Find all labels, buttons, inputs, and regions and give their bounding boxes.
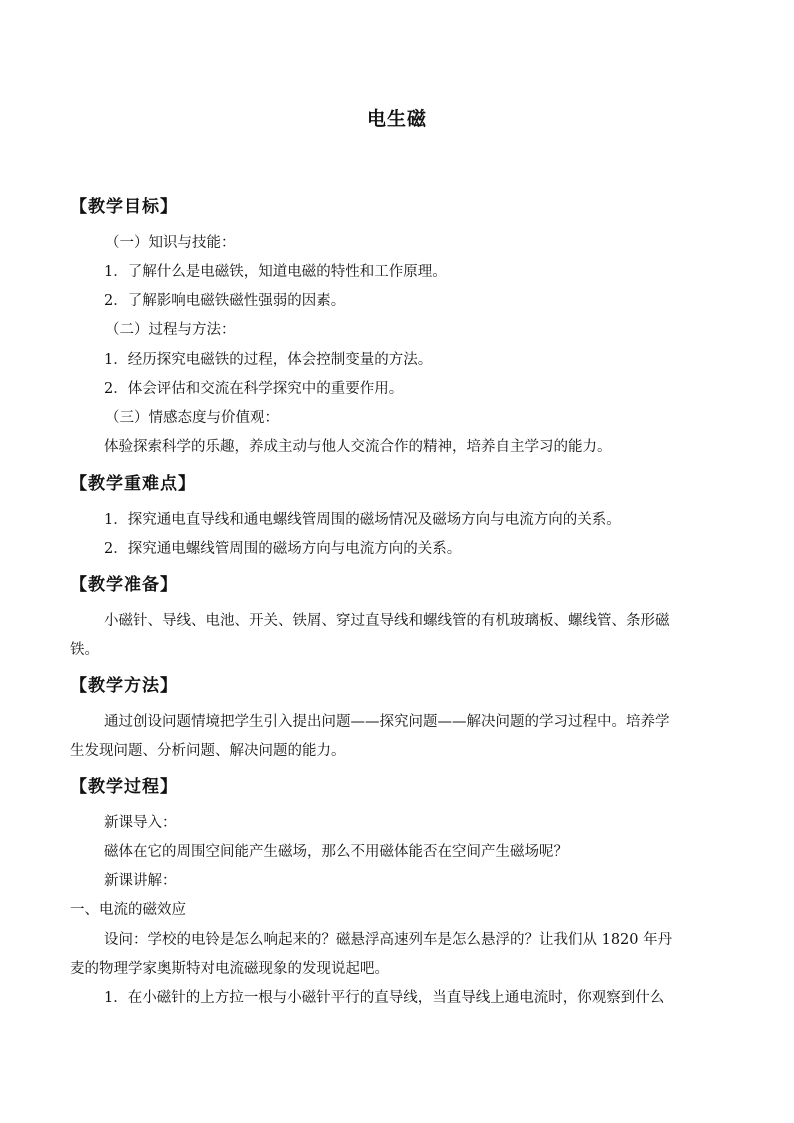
section-heading-key-points: 【教学重难点】	[70, 474, 196, 494]
process-line: 1．在小磁针的上方拉一根与小磁针平行的直导线，当直导线上通电流时，你观察到什么	[104, 990, 665, 1006]
section-heading-preparation: 【教学准备】	[70, 575, 178, 595]
document-title: 电生磁	[366, 108, 427, 130]
process-line: 新课导入：	[104, 815, 177, 831]
objectives-line: 2．体会评估和交流在科学探究中的重要作用。	[104, 381, 404, 397]
key-points-line: 2．探究通电螺线管周围的磁场方向与电流方向的关系。	[104, 541, 462, 557]
objectives-line: （二）过程与方法：	[105, 322, 236, 338]
objectives-line: 2．了解影响电磁铁磁性强弱的因素。	[104, 293, 346, 309]
process-line: 麦的物理学家奥斯特对电流磁现象的发现说起吧。	[70, 961, 389, 977]
key-points-line: 1．探究通电直导线和通电螺线管周围的磁场情况及磁场方向与电流方向的关系。	[104, 512, 621, 528]
process-line: 设问：学校的电铃是怎么响起来的？磁悬浮高速列车是怎么悬浮的？让我们从 1820 年丹	[104, 932, 673, 948]
section-heading-objectives: 【教学目标】	[70, 197, 178, 217]
methods-line: 通过创设问题情境把学生引入提出问题——探究问题——解决问题的学习过程中。培养学	[104, 714, 670, 730]
objectives-line: （三）情感态度与价值观：	[105, 410, 279, 426]
section-heading-methods: 【教学方法】	[70, 676, 178, 696]
preparation-line: 铁。	[70, 642, 99, 658]
methods-line: 生发现问题、分析问题、解决问题的能力。	[70, 743, 346, 759]
section-heading-process: 【教学过程】	[70, 777, 178, 797]
preparation-line: 小磁针、导线、电池、开关、铁屑、穿过直导线和螺线管的有机玻璃板、螺线管、条形磁	[104, 613, 670, 629]
objectives-line: （一）知识与技能：	[105, 235, 236, 251]
process-line: 新课讲解：	[104, 873, 177, 889]
process-line: 磁体在它的周围空间能产生磁场，那么不用磁体能否在空间产生磁场呢？	[104, 844, 568, 860]
process-subheading: 一、电流的磁效应	[70, 902, 186, 918]
objectives-line: 1．经历探究电磁铁的过程，体会控制变量的方法。	[104, 352, 433, 368]
objectives-line: 体验探索科学的乐趣，养成主动与他人交流合作的精神，培养自主学习的能力。	[104, 439, 612, 455]
objectives-line: 1．了解什么是电磁铁，知道电磁的特性和工作原理。	[104, 264, 447, 280]
